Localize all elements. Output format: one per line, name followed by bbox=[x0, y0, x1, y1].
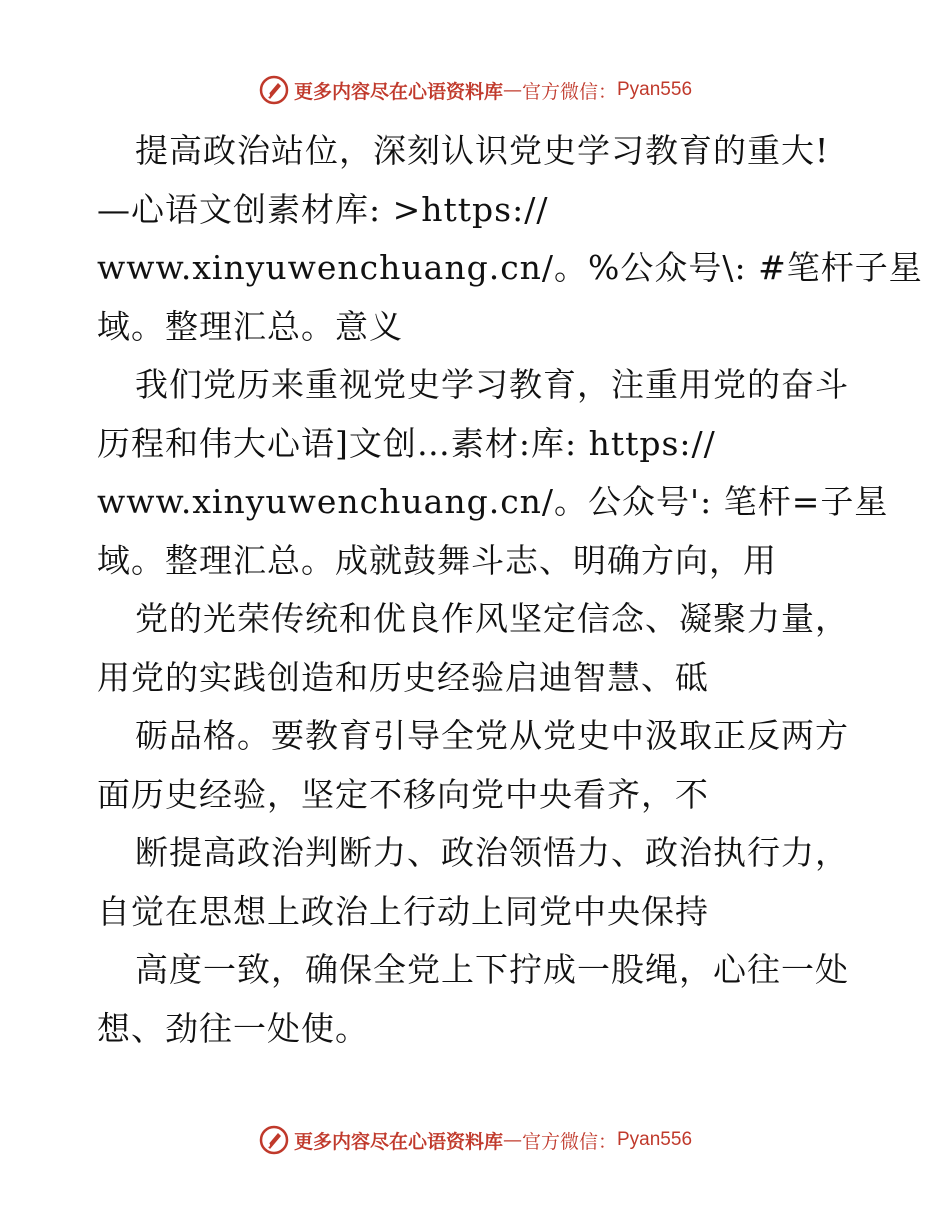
footer-wechat-id: Pyan556 bbox=[617, 1129, 693, 1150]
text-line: www.xinyuwenchuang.cn/。%公众号\: #笔杆子星 bbox=[97, 248, 923, 287]
text-line: 党的光荣传统和优良作风坚定信念、凝聚力量， bbox=[135, 599, 849, 638]
text-line: —心语文创素材库: >https:// bbox=[97, 189, 549, 229]
text-line: 面历史经验，坚定不移向党中央看齐，不 bbox=[97, 774, 709, 814]
logo-icon bbox=[258, 74, 290, 106]
header-dash: — bbox=[502, 79, 522, 101]
document-body bbox=[97, 122, 923, 1058]
text-line: 域。整理汇总。成就鼓舞斗志、明确方向，用 bbox=[97, 540, 777, 580]
text-line: 想、劲往一处使。 bbox=[97, 1008, 369, 1048]
text-line: 域。整理汇总。意义 bbox=[97, 306, 403, 346]
footer-wechat-label: 官方微信： bbox=[521, 1130, 617, 1153]
text-line: 提高政治站位，深刻认识党史学习教育的重大! bbox=[135, 131, 830, 170]
header-wechat-label: 官方微信： bbox=[521, 80, 617, 103]
header-brand: 更多内容尽在心语资料库 bbox=[293, 80, 503, 103]
text-line: 用党的实践创造和历史经验启迪智慧、砥 bbox=[97, 657, 709, 697]
text-line: 我们党历来重视党史学习教育，注重用党的奋斗 bbox=[135, 365, 849, 404]
footer-dash: — bbox=[502, 1129, 522, 1151]
footer-brand: 更多内容尽在心语资料库 bbox=[293, 1130, 503, 1153]
text-line: www.xinyuwenchuang.cn/。公众号': 笔杆=子星 bbox=[97, 482, 889, 521]
text-line: 断提高政治判断力、政治领悟力、政治执行力， bbox=[135, 833, 849, 872]
footer-banner bbox=[0, 1120, 950, 1160]
header-banner bbox=[0, 70, 950, 110]
header-wechat-id: Pyan556 bbox=[617, 79, 693, 100]
text-line: 高度一致，确保全党上下拧成一股绳，心往一处 bbox=[135, 950, 849, 989]
text-line: 历程和伟大心语]文创…素材:库: https:// bbox=[97, 423, 716, 463]
text-line: 砺品格。要教育引导全党从党史中汲取正反两方 bbox=[135, 716, 849, 755]
text-line: 自觉在思想上政治上行动上同党中央保持 bbox=[97, 891, 709, 931]
logo-icon bbox=[258, 1124, 290, 1156]
